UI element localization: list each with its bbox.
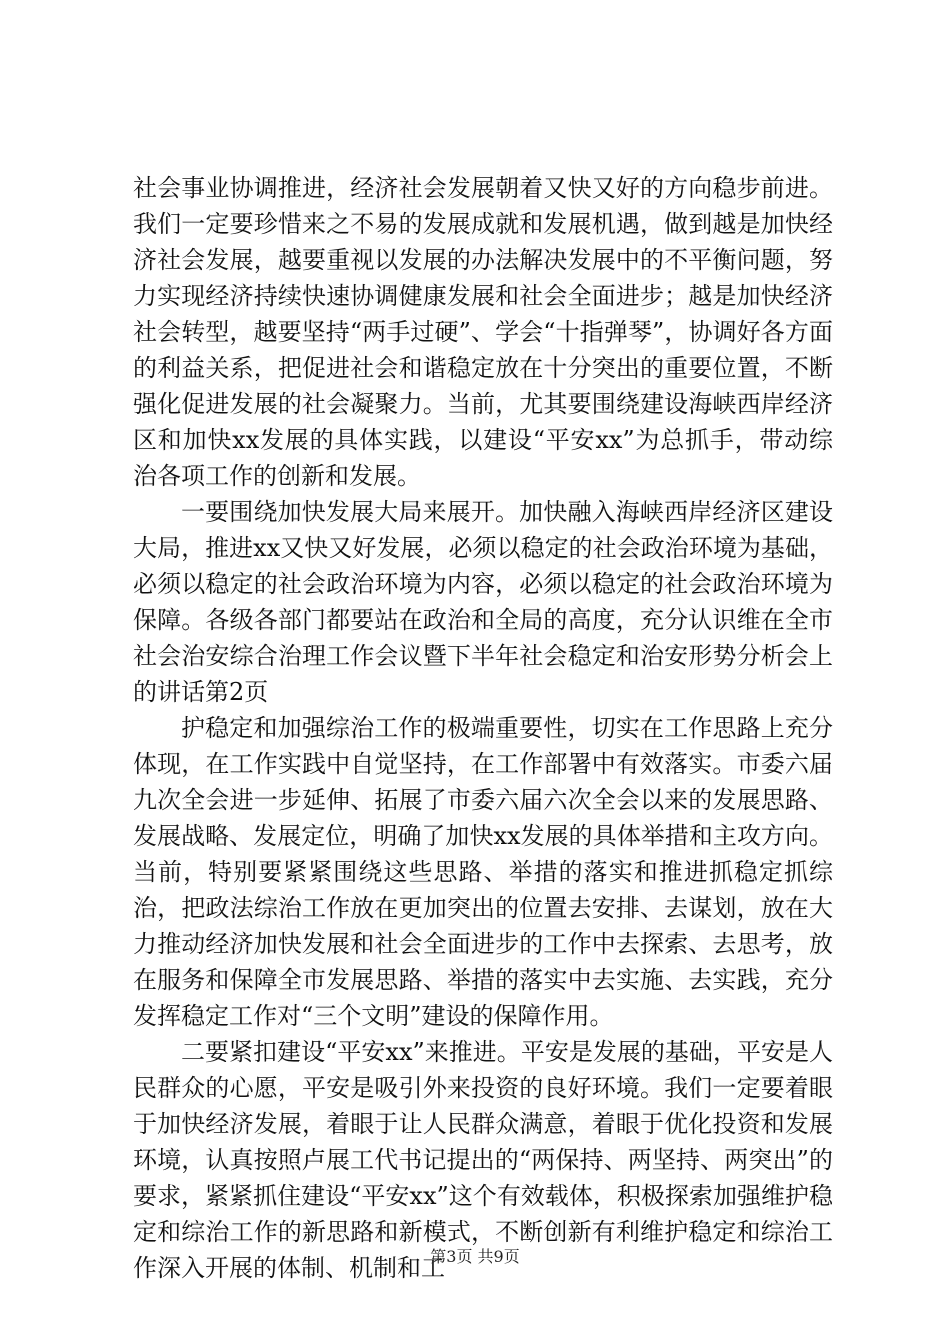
paragraph-second-point: 二要紧扣建设“平安xx”来推进。平安是发展的基础，平安是人民群众的心愿，平安是吸引外来投资的良好环境。我们一定要着眼于加快经济发展，着眼于让人民群众满意，着眼于优化投资和发展环境，认真按照卢展工代书记提出的“两保持、两坚持、两突出”的要求，紧紧抓住建设“平安xx”这个有效载体，积极探索加强维护稳定和综治工作的新思路和新模式，不断创新有利维护稳定和综治工作深入开展的体制、机制和工 bbox=[133, 1038, 833, 1282]
page-footer: 第3页 共9页 bbox=[430, 1247, 520, 1266]
paragraph-first-point: 一要围绕加快发展大局来展开。加快融入海峡西岸经济区建设大局，推进xx又快又好发展，必须以稳定的社会政治环境为基础，必须以稳定的社会政治环境为内容，必须以稳定的社会政治环境为保障。各级各部门都要站在政治和全局的高度，充分认识维在全市社会治安综合治理工作会议暨下半年社会稳定和治安形势分析会上的讲话第2页 bbox=[133, 498, 833, 706]
paragraph-continuation: 社会事业协调推进，经济社会发展朝着又快又好的方向稳步前进。我们一定要珍惜来之不易的发展成就和发展机遇，做到越是加快经济社会发展，越要重视以发展的办法解决发展中的不平衡问题，努力实现经济持续快速协调健康发展和社会全面进步；越是加快经济社会转型，越要坚持“两手过硬”、学会“十指弹琴”，协调好各方面的利益关系，把促进社会和谐稳定放在十分突出的重要位置，不断强化促进发展的社会凝聚力。当前，尤其要围绕建设海峡西岸经济区和加快xx发展的具体实践，以建设“平安xx”为总抓手，带动综治各项工作的创新和发展。 bbox=[133, 174, 833, 490]
document-body bbox=[133, 170, 833, 1286]
paragraph-first-point-continued: 护稳定和加强综治工作的极端重要性，切实在工作思路上充分体现，在工作实践中自觉坚持，在工作部署中有效落实。市委六届九次全会进一步延伸、拓展了市委六届六次全会以来的发展思路、发展战略、发展定位，明确了加快xx发展的具体举措和主攻方向。当前，特别要紧紧围绕这些思路、举措的落实和推进抓稳定抓综治，把政法综治工作放在更加突出的位置去安排、去谋划，放在大力推动经济加快发展和社会全面进步的工作中去探索、去思考，放在服务和保障全市发展思路、举措的落实中去实施、去实践，充分发挥稳定工作对“三个文明”建设的保障作用。 bbox=[133, 714, 833, 1030]
